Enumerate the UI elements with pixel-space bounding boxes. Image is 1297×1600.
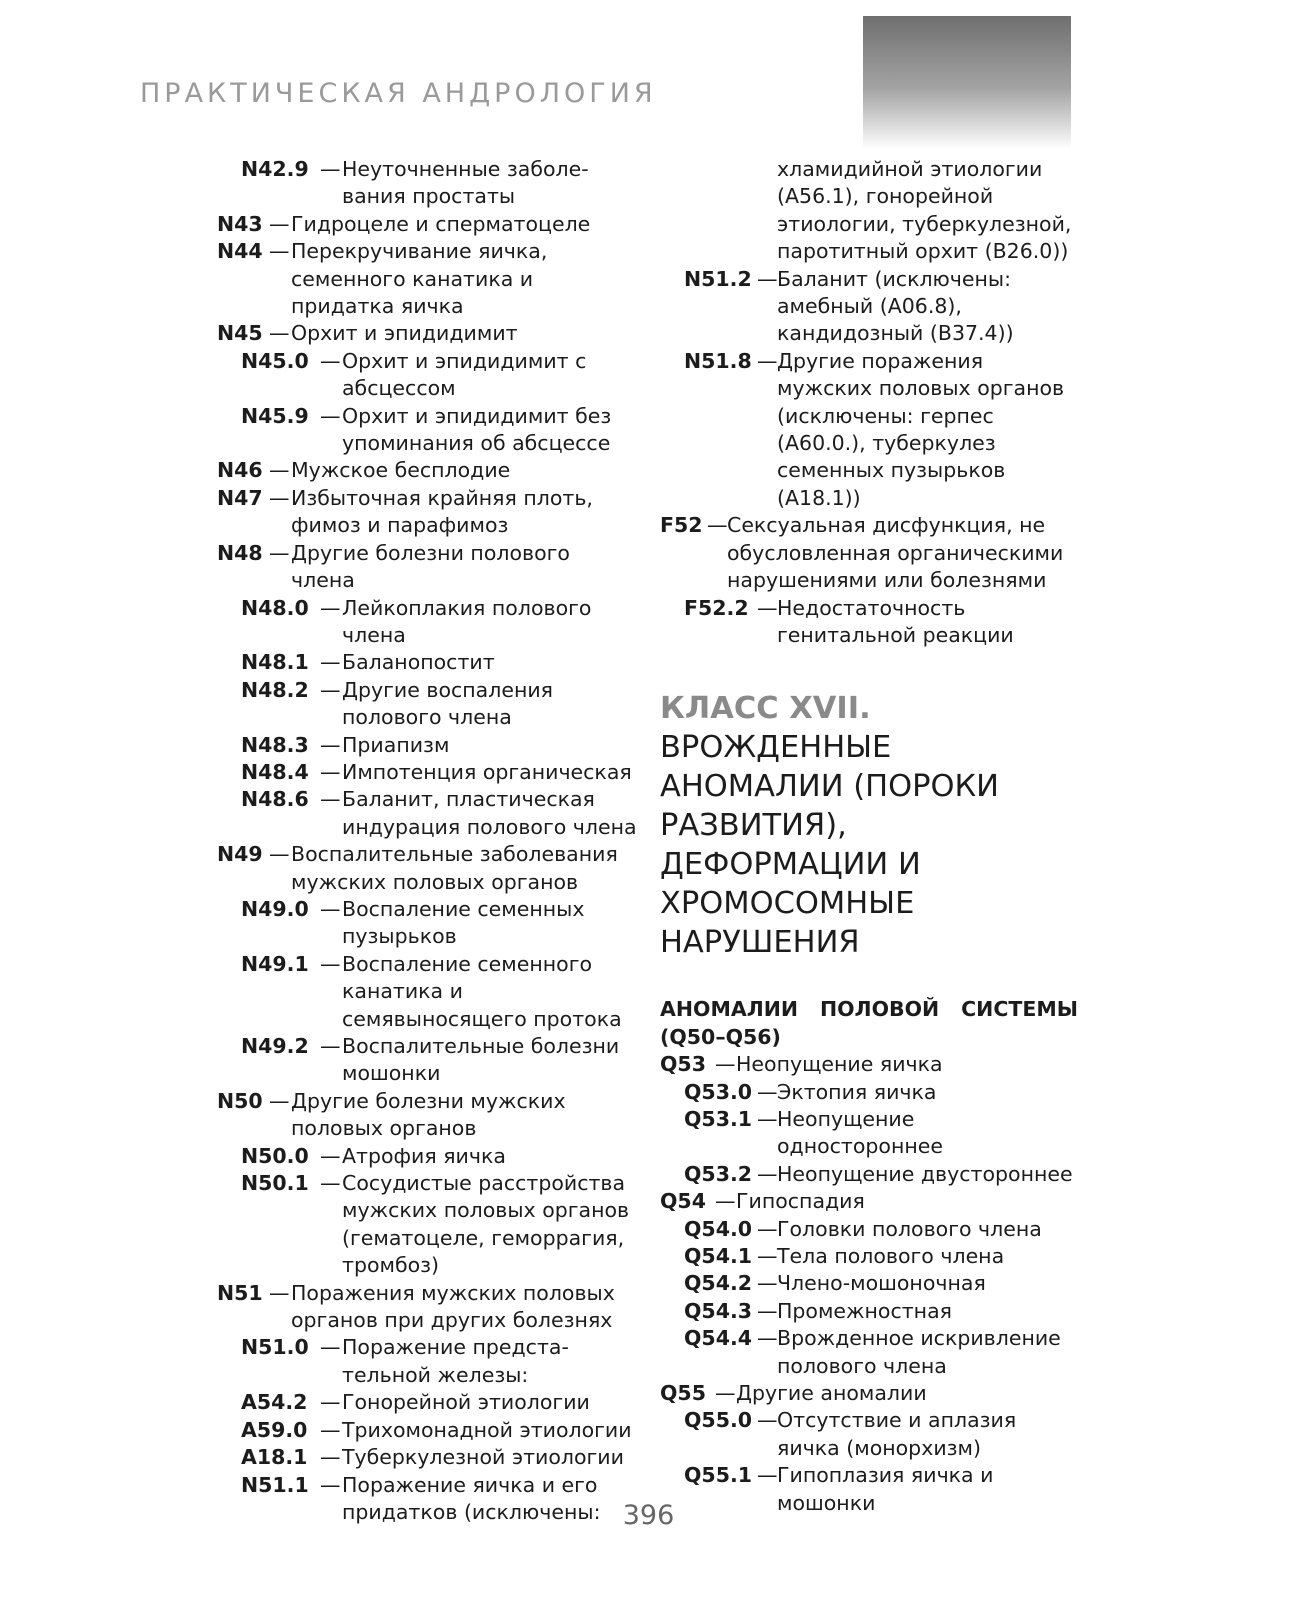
entry-code: A54.2 — [241, 1390, 308, 1415]
entry-code: N49.0 — [241, 896, 309, 921]
entry-dash: — — [757, 1243, 778, 1268]
entry-description: Избыточная крайняя плоть, фимоз и парафимоз — [291, 485, 593, 538]
entry-code: N49.1 — [241, 951, 309, 976]
entry-dash: — — [757, 595, 778, 620]
entry-dash: — — [707, 513, 728, 538]
entry-code: Q53.0 — [684, 1079, 753, 1104]
code-entry — [217, 1417, 637, 1444]
entry-description: Отсутствие и аплазия яичка (монорхизм) — [777, 1408, 1017, 1460]
entry-description: Неуточненные заболе-вания простаты — [342, 157, 589, 209]
entry-dash: — — [320, 1171, 341, 1196]
entry-dash: — — [320, 595, 341, 620]
entry-dash: — — [757, 348, 778, 373]
code-entry — [217, 951, 637, 1033]
entry-dash: — — [757, 1079, 778, 1104]
entry-dash: — — [757, 1298, 778, 1323]
entry-dash: — — [269, 842, 290, 867]
code-entry — [660, 1325, 1080, 1380]
entry-description: Орхит и эпидидимит — [291, 321, 518, 346]
entry-description: Головки полового члена — [777, 1216, 1042, 1241]
entry-description: Другие болезни мужских половых органов — [291, 1088, 566, 1141]
code-entry — [660, 1407, 1080, 1462]
entry-code: Q55.0 — [684, 1408, 753, 1433]
code-entry — [217, 786, 637, 841]
entry-code: Q54.3 — [684, 1298, 753, 1323]
entry-description: Баланит, пластическая индурация полового члена — [342, 787, 637, 839]
entry-description: Лейкоплакия полового члена — [342, 595, 592, 647]
entry-code: F52.2 — [684, 595, 749, 620]
entry-dash: — — [320, 1034, 341, 1058]
entry-description: Гонорейной этиологии — [342, 1390, 590, 1415]
entry-code: N42.9 — [241, 157, 309, 181]
entry-dash: — — [715, 1189, 736, 1214]
code-entry — [217, 457, 637, 484]
code-entry — [217, 732, 637, 759]
entry-description: Поражение яичка и его придатков (исключены: — [342, 1472, 601, 1524]
entry-description: Неопущение яичка — [736, 1052, 943, 1077]
code-entry — [217, 759, 637, 786]
class-heading — [660, 689, 1080, 962]
code-entry — [660, 1270, 1080, 1297]
entry-dash: — — [320, 1417, 341, 1442]
entry-code: N45.0 — [241, 348, 309, 373]
code-entry — [217, 211, 637, 238]
entry-dash: — — [320, 1390, 341, 1415]
entry-code: N48.2 — [241, 677, 309, 702]
entry-description: Члено-мошоночная — [777, 1271, 986, 1296]
section-heading-word: СИСТЕМЫ — [961, 997, 1078, 1022]
entry-description: Баланопостит — [342, 650, 495, 675]
code-entry — [660, 1188, 1080, 1215]
entry-code: Q54.1 — [684, 1243, 753, 1268]
entry-dash: — — [715, 1381, 736, 1405]
entry-code: N48.0 — [241, 595, 309, 620]
code-entry — [217, 1389, 637, 1416]
code-entry — [660, 595, 1080, 650]
code-entry — [217, 1143, 637, 1170]
entry-code: N46 — [217, 458, 263, 483]
entry-code: N49 — [217, 842, 263, 867]
entry-description: Эктопия яичка — [777, 1079, 937, 1104]
entry-code: Q55 — [660, 1381, 706, 1405]
code-entry — [660, 1243, 1080, 1270]
entry-code: Q53.1 — [684, 1106, 753, 1131]
section-heading — [660, 996, 1078, 1023]
entry-dash: — — [715, 1052, 736, 1077]
code-entry — [660, 266, 1080, 348]
section-heading-word: ПОЛОВОЙ — [819, 997, 940, 1022]
code-entry — [217, 403, 637, 458]
code-entry — [217, 649, 637, 676]
entry-code: N50.0 — [241, 1143, 309, 1168]
entry-code: N48.1 — [241, 650, 309, 675]
code-entry — [217, 677, 637, 732]
entry-description: Орхит и эпидидимит с абсцессом — [342, 348, 587, 401]
code-entry — [660, 1079, 1080, 1106]
entry-dash: — — [320, 650, 341, 675]
entry-code: A18.1 — [241, 1445, 308, 1470]
entry-code: A59.0 — [241, 1417, 308, 1442]
entry-dash: — — [269, 321, 290, 346]
entry-description: Другие болезни полового члена — [291, 540, 570, 593]
class-label: КЛАСС XVII. — [660, 691, 871, 727]
entry-code: N49.2 — [241, 1034, 309, 1058]
entry-description: Гидроцеле и сперматоцеле — [291, 211, 591, 236]
entry-code: N50.1 — [241, 1171, 309, 1196]
entry-code: N48.4 — [241, 759, 309, 784]
entry-description: Другие аномалии — [736, 1381, 927, 1405]
code-entry — [217, 156, 637, 211]
entry-dash: — — [320, 1143, 341, 1168]
entry-code: N45 — [217, 321, 263, 346]
entry-description: Гипоплазия яичка и мошонки — [777, 1463, 994, 1515]
entry-description: Неопущение одностороннее — [777, 1106, 944, 1159]
entry-description: Перекручивание яичка, семенного канатика и придатка яичка — [291, 239, 548, 319]
entry-description: Поражение предста-тельной железы: — [342, 1335, 569, 1387]
code-entry — [217, 595, 637, 650]
entry-code: N43 — [217, 211, 263, 236]
entry-dash: — — [320, 157, 341, 181]
entry-code: N51.1 — [241, 1472, 309, 1497]
entry-description: Другие поражения мужских половых органов (исключены: герпес (A60.0.), туберкулез семенных пузырьков (A18.1)) — [777, 348, 1065, 510]
entry-dash: — — [757, 1463, 778, 1488]
entry-code: N47 — [217, 485, 263, 510]
entry-dash: — — [320, 759, 341, 784]
code-entry — [217, 348, 637, 403]
entry-dash: — — [320, 348, 341, 373]
right-column — [660, 156, 1080, 1517]
entry-code: Q53.2 — [684, 1161, 753, 1186]
right-column-entries-bottom — [660, 1051, 1080, 1517]
entry-description: Туберкулезной этиологии — [342, 1445, 624, 1470]
entry-dash: — — [757, 266, 778, 291]
entry-dash: — — [320, 787, 341, 812]
entry-code: Q53 — [660, 1052, 706, 1077]
code-entry — [660, 1106, 1080, 1161]
code-entry — [217, 1280, 637, 1335]
code-entry — [217, 1170, 637, 1280]
code-entry — [217, 1088, 637, 1143]
entry-code: Q54.0 — [684, 1216, 753, 1241]
entry-code: N45.9 — [241, 403, 309, 428]
entry-dash: — — [320, 896, 341, 921]
entry-dash: — — [269, 211, 290, 236]
code-entry — [217, 1334, 637, 1389]
code-entry — [217, 485, 637, 540]
entry-dash: — — [269, 485, 290, 510]
code-entry — [217, 1033, 637, 1088]
entry-code: N48.6 — [241, 787, 309, 812]
entry-dash: — — [269, 239, 290, 264]
entry-description: Сосудистые расстройства мужских половых органов (гематоцеле, геморрагия, тромбоз) — [342, 1171, 630, 1278]
left-column — [217, 156, 637, 1526]
entry-code: Q54.4 — [684, 1326, 753, 1351]
entry-description: Воспалительные болезни мошонки — [342, 1034, 620, 1086]
entry-code: N51.2 — [684, 266, 752, 291]
page-number: 396 — [622, 1500, 675, 1531]
entry-description: Промежностная — [777, 1298, 952, 1323]
code-entry — [660, 1216, 1080, 1243]
entry-description: Воспаление семенных пузырьков — [342, 896, 585, 949]
code-entry — [217, 540, 637, 595]
entry-code: F52 — [660, 513, 703, 538]
entry-dash: — — [757, 1216, 778, 1241]
corner-decoration — [863, 16, 1071, 149]
entry-description: Неопущение двустороннее — [777, 1161, 1073, 1186]
section-range: (Q50–Q56) — [660, 1024, 781, 1049]
entry-dash: — — [320, 951, 341, 976]
running-title: ПРАКТИЧЕСКАЯ АНДРОЛОГИЯ — [140, 78, 657, 109]
code-entry — [217, 320, 637, 347]
code-entry — [217, 841, 637, 896]
entry-description: Трихомонадной этиологии — [342, 1417, 632, 1442]
entry-dash: — — [757, 1161, 778, 1186]
entry-code: N50 — [217, 1088, 263, 1113]
entry-dash: — — [320, 403, 341, 428]
entry-dash: — — [757, 1271, 778, 1296]
entry-description: Тела полового члена — [777, 1243, 1005, 1268]
code-entry — [217, 238, 637, 320]
entry-description: Воспаление семенного канатика и семявыносящего протока — [342, 951, 622, 1031]
entry-code: N51.0 — [241, 1335, 309, 1360]
code-entry — [217, 896, 637, 951]
entry-dash: — — [269, 540, 290, 565]
entry-dash: — — [757, 1326, 778, 1351]
entry-description: Сексуальная дисфункция, не обусловленная органическими нарушениями или болезнями — [727, 513, 1064, 593]
entry-description: Баланит (исключены: амебный (A06.8), кандидозный (B37.4)) — [777, 266, 1014, 346]
entry-description: Недостаточность генитальной реакции — [777, 595, 1014, 647]
entry-dash: — — [320, 1445, 341, 1470]
section-heading-word: АНОМАЛИИ — [660, 997, 799, 1022]
entry-dash: — — [320, 677, 341, 702]
code-entry — [660, 512, 1080, 594]
entry-description: Атрофия яичка — [342, 1143, 506, 1168]
entry-dash: — — [269, 1088, 290, 1113]
entry-code: N48.3 — [241, 732, 309, 757]
entry-dash: — — [269, 1280, 290, 1305]
entry-code: N48 — [217, 540, 263, 565]
entry-dash: — — [757, 1408, 778, 1433]
entry-description: Мужское бесплодие — [291, 458, 511, 483]
entry-description: Врожденное искривление полового члена — [777, 1326, 1061, 1378]
entry-code: N51.8 — [684, 348, 752, 373]
code-entry — [660, 1298, 1080, 1325]
code-entry — [660, 156, 1080, 266]
entry-code: N51 — [217, 1280, 263, 1305]
entry-description: Гипоспадия — [736, 1189, 865, 1214]
entry-description: Импотенция органическая — [342, 759, 632, 784]
entry-dash: — — [320, 1335, 341, 1360]
entry-dash: — — [320, 1472, 341, 1497]
entry-description: Приапизм — [342, 732, 450, 757]
class-title: ВРОЖДЕННЫЕ АНОМАЛИИ (ПОРОКИ РАЗВИТИЯ), ДЕФОРМАЦИИ И ХРОМОСОМНЫЕ НАРУШЕНИЯ — [660, 730, 999, 961]
entry-description: хламидийной этиологии (A56.1), гонорейной этиологии, туберкулезной, паротитный орхит (B26.0)) — [777, 157, 1072, 264]
code-entry — [660, 1380, 1080, 1407]
right-column-entries-top — [660, 156, 1080, 649]
code-entry — [660, 1051, 1080, 1078]
entry-code: Q54 — [660, 1189, 706, 1214]
code-entry — [660, 348, 1080, 512]
entry-dash: — — [269, 458, 290, 483]
entry-code: Q55.1 — [684, 1463, 753, 1488]
entry-dash: — — [757, 1106, 778, 1131]
code-entry — [660, 1161, 1080, 1188]
entry-description: Воспалительные заболевания мужских половых органов — [291, 842, 618, 894]
entry-description: Другие воспаления полового члена — [342, 677, 554, 730]
entry-description: Орхит и эпидидимит без упоминания об абсцессе — [342, 403, 612, 456]
code-entry — [217, 1444, 637, 1471]
entry-dash: — — [320, 732, 341, 757]
entry-description: Поражения мужских половых органов при других болезнях — [291, 1280, 615, 1333]
entry-code: Q54.2 — [684, 1271, 753, 1296]
entry-code: N44 — [217, 239, 263, 264]
